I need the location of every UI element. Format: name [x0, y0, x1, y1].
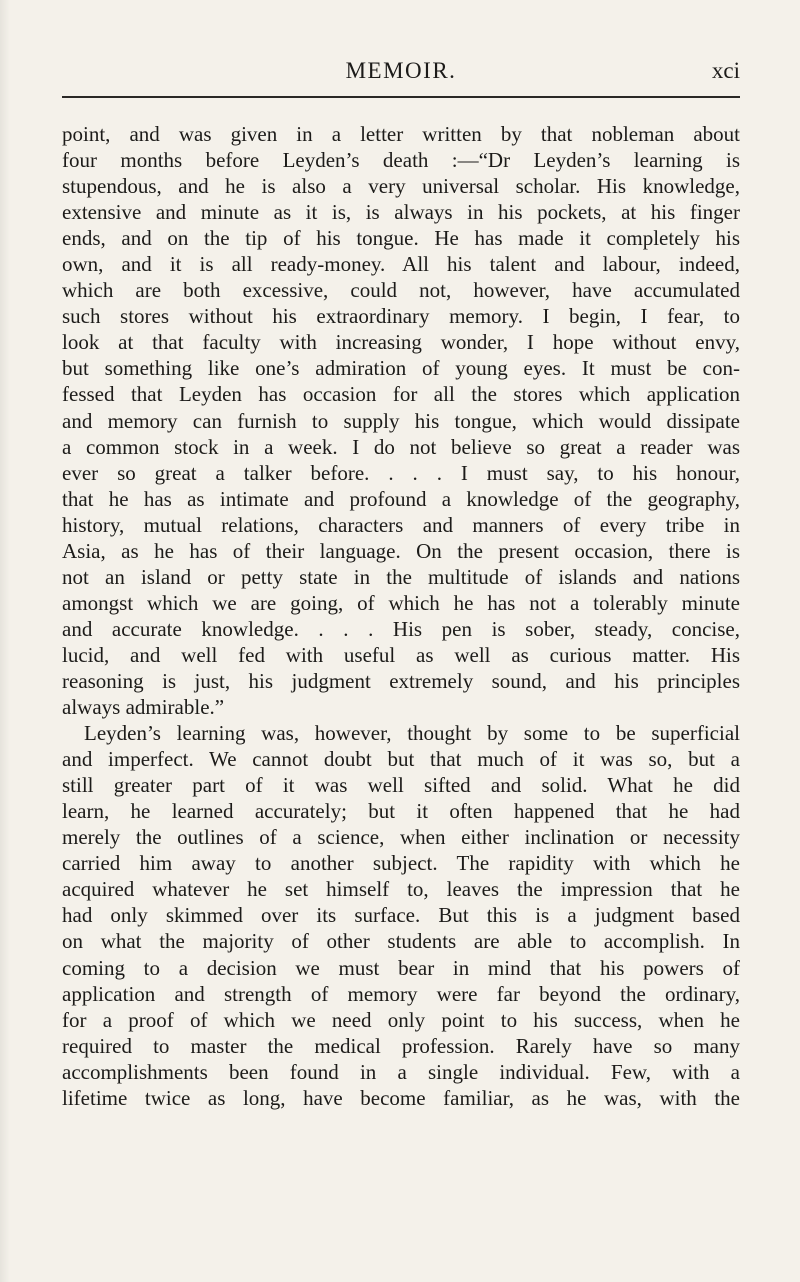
text-line: merely the outlines of a science, when either inclination or necessity — [62, 825, 740, 850]
text-line: ends, and on the tip of his tongue. He has made it completely his — [62, 226, 740, 251]
text-line: extensive and minute as it is, is always in his pockets, at his finger — [62, 200, 740, 225]
text-line: that he has as intimate and profound a knowledge of the geography, — [62, 486, 740, 511]
text-line: such stores without his extraordinary memory. I begin, I fear, to — [62, 304, 740, 329]
text-line: and memory can furnish to supply his tongue, which would dissipate — [62, 408, 740, 433]
text-line: carried him away to another subject. The rapidity with which he — [62, 851, 740, 876]
text-line: required to master the medical profession. Rarely have so many — [62, 1033, 740, 1058]
text-line: reasoning is just, his judgment extremely sound, and his principles — [62, 668, 740, 693]
text-line: but something like one’s admiration of young eyes. It must be con- — [62, 356, 740, 381]
text-line: lifetime twice as long, have become familiar, as he was, with the — [62, 1085, 740, 1110]
text-line: history, mutual relations, characters and manners of every tribe in — [62, 512, 740, 537]
text-line: and imperfect. We cannot doubt but that much of it was so, but a — [62, 747, 740, 772]
text-line: still greater part of it was well sifted and solid. What he did — [62, 773, 740, 798]
text-line: amongst which we are going, of which he has not a tolerably minute — [62, 590, 740, 615]
text-line: point, and was given in a letter written by that nobleman about — [62, 122, 740, 146]
text-line: fessed that Leyden has occasion for all the stores which application — [62, 382, 740, 407]
text-line: ever so great a talker before. . . . I must say, to his honour, — [62, 460, 740, 485]
running-title: MEMOIR. — [345, 58, 457, 83]
text-line: had only skimmed over its surface. But this is a judgment based — [62, 903, 740, 928]
text-line: coming to a decision we must bear in mind that his powers of — [62, 955, 740, 980]
text-line: which are both excessive, could not, however, have accumulated — [62, 278, 740, 303]
text-line: acquired whatever he set himself to, leaves the impression that he — [62, 877, 740, 902]
text-line: and accurate knowledge. . . . His pen is sober, steady, concise, — [62, 616, 740, 641]
body-text — [62, 121, 740, 1111]
text-line: a common stock in a week. I do not believe so great a reader was — [62, 434, 740, 459]
page-number: xci — [711, 58, 740, 83]
text-line: own, and it is all ready-money. All his talent and labour, indeed, — [62, 252, 740, 277]
text-line: lucid, and well fed with useful as well as curious matter. His — [62, 642, 740, 667]
text-line: Asia, as he has of their language. On the present occasion, there is — [62, 538, 740, 563]
page-edge-shadow — [0, 0, 10, 1282]
text-line: always admirable.” — [62, 695, 225, 720]
text-line: for a proof of which we need only point to his success, when he — [62, 1007, 740, 1032]
header-rule — [62, 96, 740, 98]
text-line: on what the majority of other students are able to accomplish. In — [62, 929, 740, 954]
text-line: accomplishments been found in a single individual. Few, with a — [62, 1059, 740, 1084]
running-header — [62, 50, 740, 90]
text-line: application and strength of memory were far beyond the ordinary, — [62, 981, 740, 1006]
text-line: four months before Leyden’s death :—“Dr Leyden’s learning is — [62, 148, 740, 173]
text-line: stupendous, and he is also a very universal scholar. His knowledge, — [62, 174, 740, 199]
text-line: Leyden’s learning was, however, thought by some to be superficial — [84, 721, 740, 746]
text-line: not an island or petty state in the multitude of islands and nations — [62, 564, 740, 589]
text-line: look at that faculty with increasing wonder, I hope without envy, — [62, 330, 740, 355]
text-line: learn, he learned accurately; but it often happened that he had — [62, 799, 740, 824]
